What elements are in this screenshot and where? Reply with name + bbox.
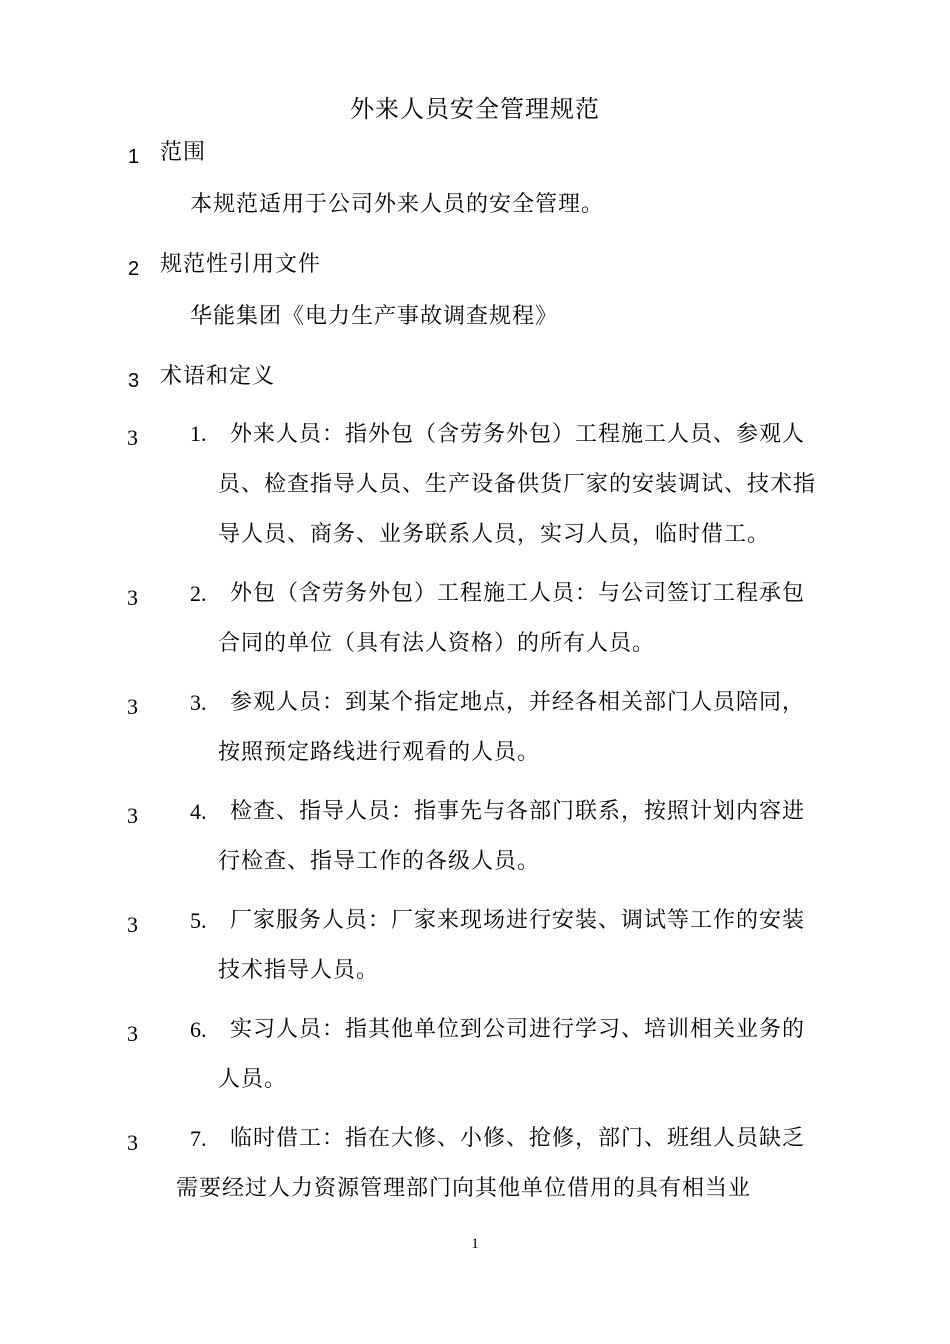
section-number: 1: [128, 146, 140, 168]
document-title: 外来人员安全管理规范: [350, 95, 600, 123]
page-number: 1: [471, 1236, 479, 1252]
section-title: 规范性引用文件: [160, 252, 322, 277]
item-text-line: 按照预定路线进行观看的人员。: [218, 740, 541, 765]
item-prefix: 3: [127, 694, 138, 719]
item-index: 7.: [190, 1126, 207, 1151]
item-index: 4.: [190, 799, 207, 824]
item-prefix: 3: [127, 1021, 138, 1046]
item-text-line: 外包（含劳务外包）工程施工人员：与公司签订工程承包: [230, 581, 806, 606]
item-text-line: 人员。: [218, 1067, 288, 1092]
item-index: 5.: [190, 908, 207, 933]
item-prefix: 3: [127, 803, 138, 828]
item-text-line: 实习人员：指其他单位到公司进行学习、培训相关业务的: [230, 1017, 806, 1042]
section-number: 3: [128, 370, 140, 392]
item-prefix: 3: [127, 912, 138, 937]
item-text-line: 临时借工：指在大修、小修、抢修，部门、班组人员缺乏: [230, 1126, 806, 1151]
item-prefix: 3: [127, 585, 138, 610]
item-text-line: 参观人员：到某个指定地点，并经各相关部门人员陪同，: [230, 690, 806, 715]
section-body: 华能集团《电力生产事故调查规程》: [190, 304, 559, 329]
item-text-line: 需要经过人力资源管理部门向其他单位借用的具有相当业: [176, 1176, 752, 1201]
item-index: 6.: [190, 1017, 207, 1042]
item-text-line: 厂家服务人员：厂家来现场进行安装、调试等工作的安装: [230, 908, 806, 933]
item-index: 1.: [190, 421, 207, 446]
item-text-line: 行检查、指导工作的各级人员。: [218, 849, 541, 874]
section-body: 本规范适用于公司外来人员的安全管理。: [190, 192, 605, 217]
item-index: 2.: [190, 581, 207, 606]
section-number: 2: [128, 258, 140, 280]
item-text-line: 技术指导人员。: [218, 958, 380, 983]
section-title: 范围: [160, 140, 207, 165]
item-text-line: 导人员、商务、业务联系人员，实习人员，临时借工。: [218, 522, 771, 547]
item-text-line: 合同的单位（具有法人资格）的所有人员。: [218, 631, 656, 656]
item-text-line: 员、检查指导人员、生产设备供货厂家的安装调试、技术指: [218, 472, 817, 497]
item-text-line: 外来人员：指外包（含劳务外包）工程施工人员、参观人: [230, 422, 806, 447]
item-index: 3.: [190, 690, 207, 715]
section-title: 术语和定义: [160, 364, 276, 389]
item-text-line: 检查、指导人员：指事先与各部门联系，按照计划内容进: [230, 799, 806, 824]
item-prefix: 3: [127, 1130, 138, 1155]
item-prefix: 3: [127, 425, 138, 450]
